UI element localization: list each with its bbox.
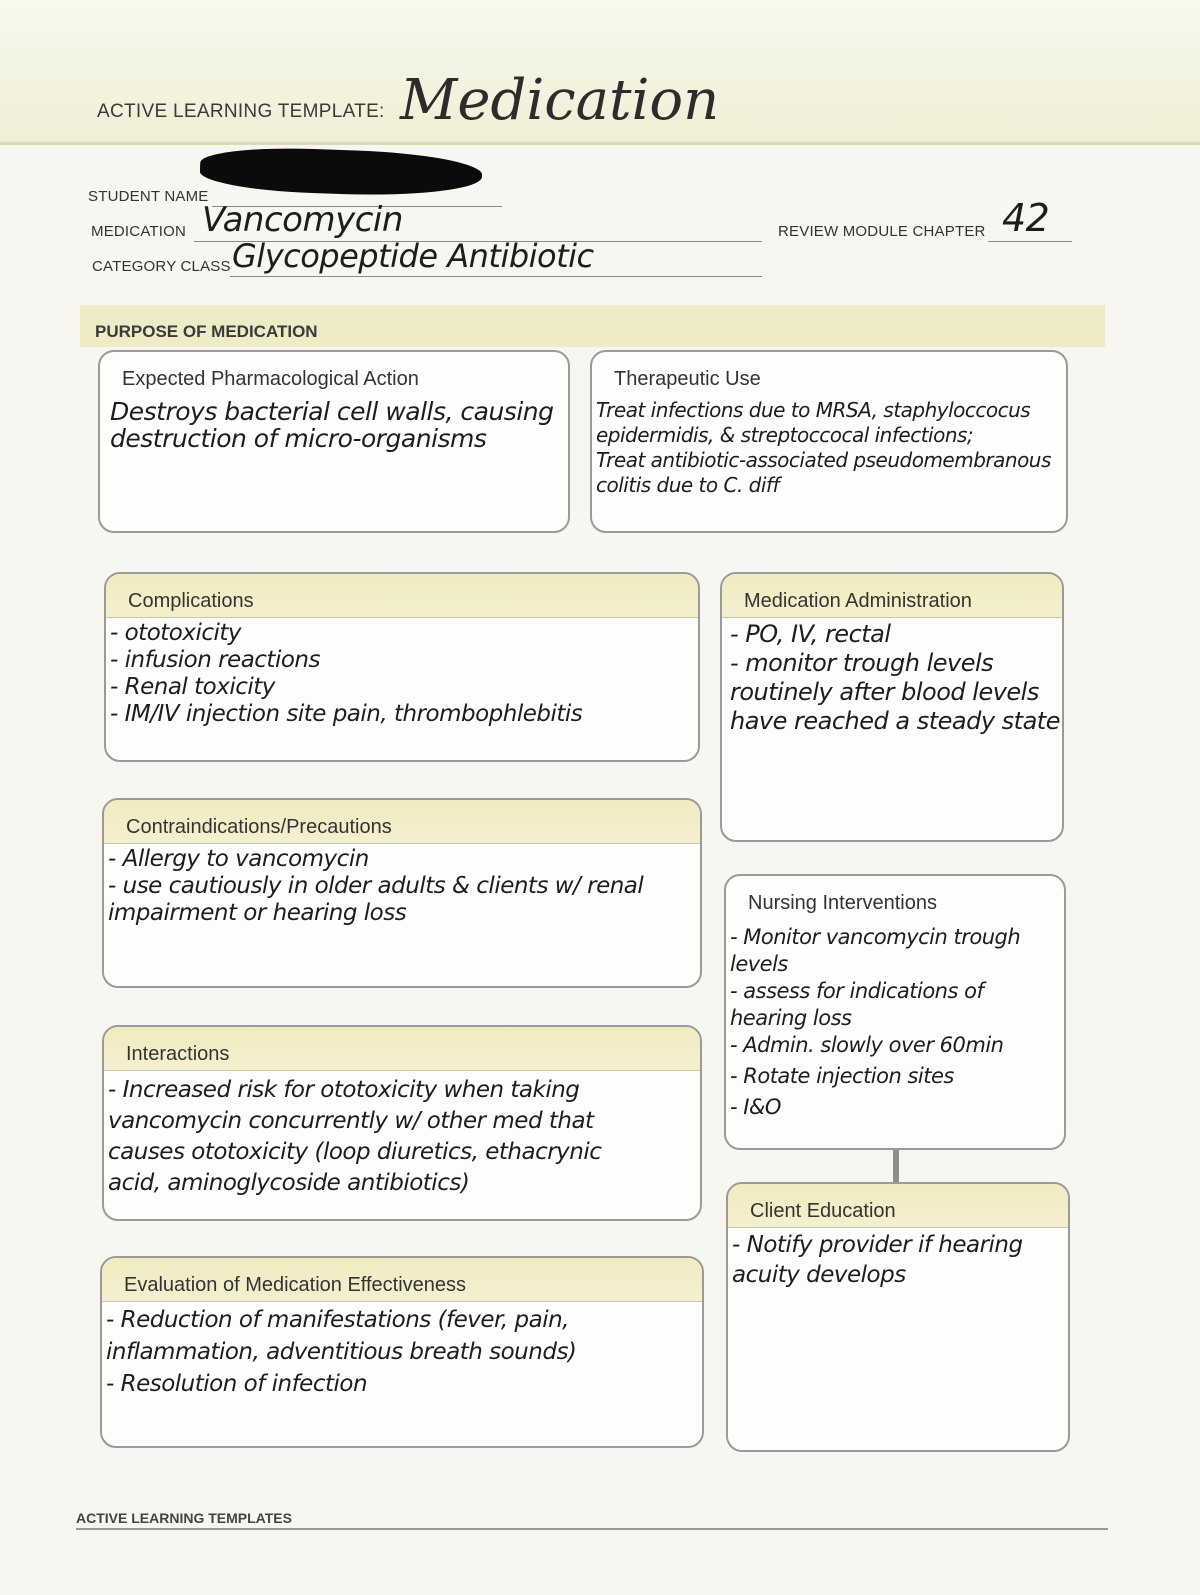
footer-rule [76,1528,1108,1530]
review-module-line [988,241,1072,242]
interactions-line: - Increased risk for ototoxicity when taking [108,1077,580,1103]
medication-administration-body [722,618,1062,736]
box-connector [893,1150,899,1182]
medication-label: MEDICATION [91,223,187,240]
therapeutic-use-line: Treat antibiotic-associated pseudomembranous [596,448,1051,472]
nursing-interventions-title: Nursing Interventions [748,892,937,914]
expected-action-line: Destroys bacterial cell walls, causing [110,397,554,426]
expected-action-box [98,350,570,533]
therapeutic-use-title: Therapeutic Use [614,368,761,390]
complications-line: - IM/IV injection site pain, thrombophlebitis [110,701,583,727]
medication-value: Vancomycin [202,200,403,240]
complications-box [104,572,700,762]
category-class-value: Glycopeptide Antibiotic [232,237,594,275]
therapeutic-use-line: epidermidis, & streptoccocal infections; [596,423,974,447]
interactions-line: vancomycin concurrently w/ other med that [108,1108,594,1134]
footer-label: ACTIVE LEARNING TEMPLATES [76,1510,292,1526]
nursing-interventions-body [726,920,1064,1123]
purpose-label: PURPOSE OF MEDICATION [95,322,318,341]
client-education-body [728,1228,1068,1290]
therapeutic-use-line: colitis due to C. diff [596,473,780,497]
nursing-interventions-line: - Rotate injection sites [730,1064,954,1088]
review-module-label: REVIEW MODULE CHAPTER [778,223,986,240]
interactions-title: Interactions [104,1027,700,1071]
nursing-interventions-line: - I&O [730,1095,781,1119]
nursing-interventions-line: - assess for indications of [730,979,984,1003]
contraindications-line: - use cautiously in older adults & clients w/ renal [108,873,644,899]
expected-action-line: destruction of micro-organisms [110,424,487,453]
contraindications-title: Contraindications/Precautions [104,800,700,844]
evaluation-line: inflammation, adventitious breath sounds) [106,1339,577,1365]
nursing-interventions-line: levels [730,952,788,976]
client-education-box [726,1182,1070,1452]
nursing-interventions-line: hearing loss [730,1006,852,1030]
evaluation-line: - Reduction of manifestations (fever, pain, [106,1307,569,1333]
medication-administration-line: have reached a steady state [730,707,1060,735]
evaluation-body [102,1302,702,1400]
client-education-title: Client Education [728,1184,1068,1228]
therapeutic-use-box [590,350,1068,533]
interactions-box [102,1025,702,1221]
evaluation-title: Evaluation of Medication Effectiveness [102,1258,702,1302]
category-class-label: CATEGORY CLASS [92,258,231,275]
nursing-interventions-line: - Admin. slowly over 60min [730,1033,1004,1057]
complications-line: - Renal toxicity [110,674,275,700]
medication-administration-line: - PO, IV, rectal [730,620,891,648]
contraindications-body [104,844,700,927]
review-module-value: 42 [1002,196,1050,240]
evaluation-line: - Resolution of infection [106,1371,368,1397]
interactions-line: acid, aminoglycoside antibiotics) [108,1170,470,1196]
client-education-line: - Notify provider if hearing [732,1232,1023,1258]
complications-title: Complications [106,574,698,618]
medication-administration-box [720,572,1064,842]
interactions-body [104,1071,700,1199]
client-education-line: acuity develops [732,1262,906,1288]
nursing-interventions-box [724,874,1066,1150]
template-title: Medication [400,68,720,133]
nursing-interventions-line: - Monitor vancomycin trough [730,925,1021,949]
interactions-line: causes ototoxicity (loop diuretics, ethacrynic [108,1139,602,1165]
contraindications-box [102,798,702,988]
therapeutic-use-body [592,396,1066,498]
medication-administration-line: routinely after blood levels [730,678,1039,706]
medication-administration-title: Medication Administration [722,574,1062,618]
template-label: ACTIVE LEARNING TEMPLATE: [97,101,385,122]
redaction-mark [199,145,482,199]
therapeutic-use-line: Treat infections due to MRSA, staphyloccocus [596,398,1031,422]
evaluation-box [100,1256,704,1448]
medication-administration-line: - monitor trough levels [730,649,994,677]
contraindications-line: impairment or hearing loss [108,900,407,926]
contraindications-line: - Allergy to vancomycin [108,846,369,872]
complications-body [106,618,698,728]
expected-action-body [100,396,568,452]
expected-action-title: Expected Pharmacological Action [122,368,419,390]
complications-line: - ototoxicity [110,620,242,646]
category-class-line [230,276,762,277]
student-name-label: STUDENT NAME [88,188,209,205]
complications-line: - infusion reactions [110,647,320,673]
